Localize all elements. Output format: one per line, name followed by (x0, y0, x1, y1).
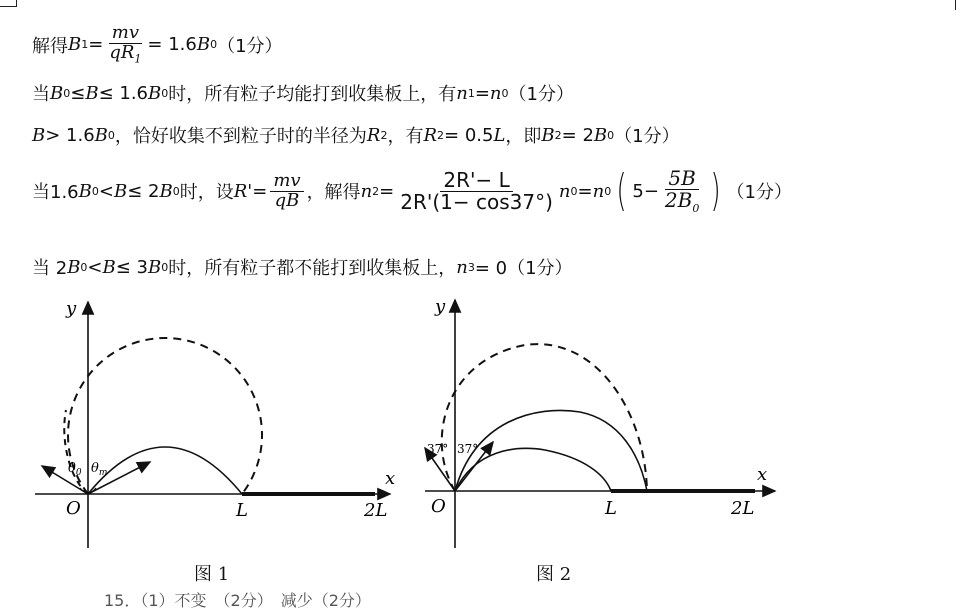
text: 5− (632, 180, 659, 202)
thetam-label: $\theta_m$ (91, 461, 108, 478)
text: ，即 (505, 126, 542, 147)
left-paren: ( (616, 165, 627, 217)
var-b: B (67, 256, 81, 278)
equation-line-4 (32, 165, 792, 217)
var-b: B (32, 124, 46, 146)
sub: 0 (161, 86, 169, 100)
denominator (106, 41, 144, 66)
2l-label: 2L (364, 500, 388, 521)
sub: 0 (172, 184, 180, 198)
fraction-5b-over-2b0 (662, 168, 702, 215)
var-b: B (94, 124, 108, 146)
solid-trajectory-small (455, 448, 611, 491)
angle-label-right: 37° (457, 442, 479, 456)
text: 时，所有粒子均能打到收集板上，有 (168, 84, 457, 105)
var-b: B (50, 82, 64, 104)
next-question-text: 15．（1）不变 （2分） 减少（2分） (104, 591, 371, 610)
figure-1-caption: 图 1 (194, 564, 230, 585)
sub: 0 (91, 184, 99, 198)
fraction-mv-over-qb (270, 169, 303, 211)
score-note: （1分） (508, 84, 574, 105)
l-label: L (236, 500, 248, 521)
score-note: （1分） (217, 35, 283, 57)
var-l: L (493, 124, 506, 146)
var-b: B (148, 82, 162, 104)
sub: 0 (161, 260, 169, 274)
den-q: q (109, 41, 121, 63)
den-text: 2B (664, 188, 693, 212)
equation-line-5 (32, 254, 573, 280)
var-b: B (593, 124, 608, 146)
var-b: B (113, 180, 128, 202)
var-n: n (456, 256, 468, 278)
x-label: x (385, 468, 396, 489)
origin-label: O (431, 496, 446, 517)
text: 当 2 (32, 258, 68, 279)
var-n: n (558, 180, 571, 202)
var-b: B (68, 34, 82, 56)
text: = (88, 34, 104, 56)
var-b: B (159, 180, 173, 202)
equation-line-1 (32, 24, 283, 65)
den-sub: 0 (692, 202, 700, 215)
var-n: n (456, 82, 468, 104)
figure-2-caption: 图 2 (536, 564, 572, 585)
var-r: R (366, 124, 381, 146)
text: = (577, 180, 593, 202)
numerator: mv (270, 172, 303, 192)
sub: 0 (570, 184, 578, 198)
text: ，有 (387, 126, 424, 147)
angle-label-left: 37° (427, 442, 449, 456)
denominator (662, 190, 702, 215)
page-corner-mark-right (955, 0, 978, 10)
origin-label: O (66, 498, 81, 519)
sub: 2 (437, 128, 445, 142)
var-b: B (102, 256, 116, 278)
text: < (98, 180, 114, 202)
2l-label: 2L (731, 498, 755, 519)
sub: 0 (210, 38, 218, 52)
text: = 1.6 (147, 34, 197, 56)
text: ≤ 2 (127, 180, 160, 202)
text: = (474, 82, 490, 104)
var-n: n (592, 180, 605, 202)
score-note: （1分） (726, 182, 792, 204)
sub: 0 (107, 128, 115, 142)
text: ≤ 1.6 (98, 82, 148, 104)
right-paren: ) (710, 165, 722, 217)
text: > 1.6 (45, 124, 95, 146)
sub: 0 (604, 184, 612, 198)
sub: 2 (554, 128, 562, 142)
equation-line-3 (32, 122, 680, 148)
solid-trajectory (88, 447, 242, 494)
score-note: （1分） (614, 126, 680, 147)
var-n: n (360, 180, 373, 202)
text: 解得 (32, 35, 68, 57)
text: < (87, 256, 103, 278)
var-b: B (196, 34, 211, 56)
numerator: 2R'− L (440, 170, 512, 192)
sub: 1 (81, 38, 89, 52)
sub: 0 (607, 128, 615, 142)
text: = 2 (561, 124, 594, 146)
sub: 2 (372, 184, 380, 198)
fraction-n2 (397, 167, 556, 214)
text: ≤ (70, 82, 86, 104)
sub: 3 (467, 260, 475, 274)
sub: 0 (80, 260, 88, 274)
equation-line-2 (32, 80, 574, 106)
denominator: qB (274, 189, 300, 211)
var-r: R (423, 124, 438, 146)
var-b: B (78, 180, 92, 202)
var-b: B (148, 256, 162, 278)
page-corner-mark-left (0, 0, 17, 7)
var-n: n (489, 82, 502, 104)
text: ，解得 (306, 182, 361, 204)
sub: 0 (501, 86, 509, 100)
text: = 0（1分） (474, 258, 573, 279)
text: ，恰好收集不到粒子时的半径为 (114, 126, 367, 147)
text: 当1.6 (32, 182, 79, 204)
den-r: R (120, 41, 135, 63)
var-r-prime: R' (233, 180, 253, 202)
numerator: 5B (665, 168, 698, 190)
numerator: mv (109, 24, 142, 44)
den-sub: 1 (134, 52, 142, 66)
var-b: B (541, 124, 555, 146)
text: = 0.5 (444, 124, 494, 146)
theta0-label: $\theta_0$ (68, 461, 82, 478)
denominator: 2R'(1− cos37°) (400, 189, 553, 214)
y-label: y (435, 296, 446, 317)
text: 时，设 (179, 182, 234, 204)
text: = (379, 180, 395, 202)
x-label: x (757, 464, 768, 485)
text: 时，所有粒子都不能打到收集板上， (168, 258, 457, 279)
figure-2-diagram (405, 290, 785, 560)
fraction-mv-over-qr (106, 24, 144, 65)
var-b: B (85, 82, 99, 104)
figure-1-diagram (30, 290, 410, 560)
sub: 1 (467, 86, 475, 100)
sub: 0 (63, 86, 71, 100)
text: = (252, 180, 268, 202)
y-label: y (66, 298, 77, 319)
text: 当 (32, 84, 50, 105)
sub: 2 (380, 128, 388, 142)
text: ≤ 3 (115, 256, 149, 278)
l-label: L (605, 498, 617, 519)
